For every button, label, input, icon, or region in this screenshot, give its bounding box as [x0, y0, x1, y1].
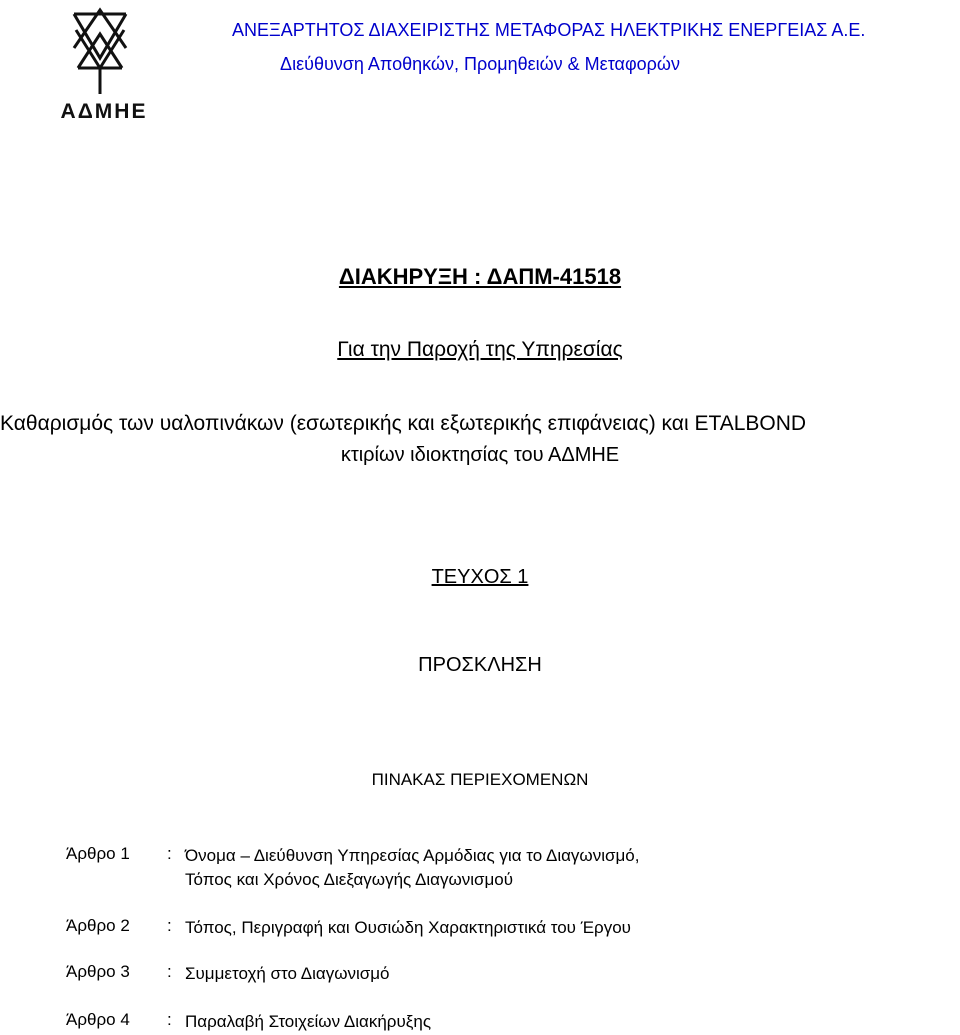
toc-item-text — [185, 844, 639, 892]
toc-item-label: Άρθρο 4 — [66, 1010, 130, 1029]
notice-title-text: ΔΙΑΚΗΡΥΞΗ : ΔΑΠΜ-41518 — [338, 264, 622, 289]
logo-wordmark: ΑΔΜΗΕ — [60, 100, 148, 123]
notice-title — [0, 264, 960, 290]
organization-name: ΑΝΕΞΑΡΤΗΤΟΣ ΔΙΑΧΕΙΡΙΣΤΗΣ ΜΕΤΑΦΟΡΑΣ ΗΛΕΚΤΡΙΚΗΣ ΕΝΕΡΓΕΙΑΣ Α.Ε. — [232, 20, 866, 40]
toc-item-line: Όνομα – Διεύθυνση Υπηρεσίας Αρμόδιας για το Διαγωνισμό, — [185, 846, 640, 865]
toc-item-line: Τόπος, Περιγραφή και Ουσιώδη Χαρακτηριστικά του Έργου — [185, 918, 631, 937]
toc-item-separator: : — [167, 962, 172, 981]
toc-item-label: Άρθρο 3 — [66, 962, 130, 981]
section-heading: ΠΡΟΣΚΛΗΣΗ — [418, 654, 542, 676]
toc-item-line: Παραλαβή Στοιχείων Διακήρυξης — [185, 1012, 432, 1031]
subject-line-2: κτιρίων ιδιοκτησίας του ΑΔΜΗΕ — [340, 444, 620, 466]
service-heading: Για την Παροχή της Υπηρεσίας — [337, 338, 623, 361]
department-name: Διεύθυνση Αποθηκών, Προμηθειών & Μεταφορών — [280, 54, 680, 74]
toc-item-text — [185, 916, 631, 940]
volume-heading — [0, 566, 960, 589]
logo-emblem-icon — [40, 4, 166, 100]
toc-item-line: Τόπος και Χρόνος Διεξαγωγής Διαγωνισμού — [185, 870, 514, 889]
toc-item-line: Συμμετοχή στο Διαγωνισμό — [185, 964, 390, 983]
toc-item-text — [185, 962, 390, 986]
company-logo — [40, 4, 166, 128]
toc-item-separator: : — [167, 916, 172, 935]
toc-item-label: Άρθρο 1 — [66, 844, 130, 863]
toc-title: ΠΙΝΑΚΑΣ ΠΕΡΙΕΧΟΜΕΝΩΝ — [371, 770, 589, 789]
toc-item-separator: : — [167, 844, 172, 863]
toc-item-text — [185, 1010, 431, 1034]
toc-item-separator: : — [167, 1010, 172, 1029]
subject-line-1: Καθαρισμός των υαλοπινάκων (εσωτερικής και εξωτερικής επιφάνειας) και ETALBOND — [0, 412, 807, 435]
toc-item-label: Άρθρο 2 — [66, 916, 130, 935]
volume-heading-text: ΤΕΥΧΟΣ 1 — [431, 566, 529, 588]
